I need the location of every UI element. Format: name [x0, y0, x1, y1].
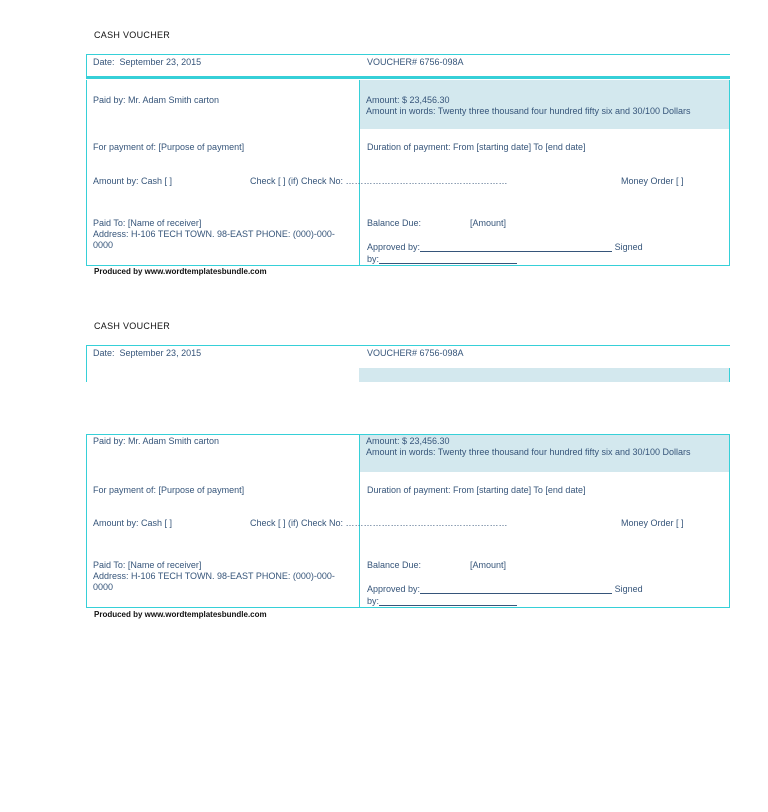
- signed-by: by:: [367, 254, 517, 264]
- divider: [86, 80, 87, 266]
- approved-signature-line[interactable]: [420, 251, 612, 252]
- voucher-title: CASH VOUCHER: [94, 321, 171, 331]
- divider: [729, 80, 730, 266]
- payment-duration: Duration of payment: From [starting date] To [end date]: [367, 142, 586, 152]
- money-order-option: Money Order [ ]: [621, 518, 684, 528]
- date-field: Date: September 23, 2015: [93, 57, 202, 67]
- check-option: Check [ ] (if) Check No: ………………………………………………: [250, 176, 508, 186]
- paid-to: Paid To: [Name of receiver]: [93, 560, 202, 570]
- divider: [86, 434, 87, 608]
- amount-in-words: Amount in words: Twenty three thousand four hundred fifty six and 30/100 Dollars: [366, 447, 691, 457]
- paid-by: Paid by: Mr. Adam Smith carton: [93, 436, 220, 446]
- signed-by: by:: [367, 596, 517, 606]
- divider: [86, 607, 730, 608]
- check-option: Check [ ] (if) Check No: ………………………………………………: [250, 518, 508, 528]
- cash-option: Amount by: Cash [ ]: [93, 518, 173, 528]
- divider: [86, 345, 730, 346]
- footer-credit: Produced by www.wordtemplatesbundle.com: [94, 267, 267, 276]
- signed-by-line[interactable]: [379, 605, 517, 606]
- signed-by-line[interactable]: [379, 263, 517, 264]
- divider: [86, 76, 730, 79]
- amount: Amount: $ 23,456.30: [366, 95, 450, 105]
- money-order-option: Money Order [ ]: [621, 176, 684, 186]
- address: Address: H-106 TECH TOWN. 98-EAST PHONE: (000)-000-0000: [93, 571, 335, 592]
- divider: [359, 80, 360, 266]
- balance-due-value: [Amount]: [470, 560, 507, 570]
- balance-due-label: Balance Due:: [367, 218, 422, 228]
- amount: Amount: $ 23,456.30: [366, 436, 450, 446]
- payment-purpose: For payment of: [Purpose of payment]: [93, 485, 245, 495]
- payment-purpose: For payment of: [Purpose of payment]: [93, 142, 245, 152]
- divider: [86, 345, 87, 382]
- footer-credit: Produced by www.wordtemplatesbundle.com: [94, 610, 267, 619]
- divider: [729, 368, 730, 382]
- divider: [729, 434, 730, 608]
- payment-duration: Duration of payment: From [starting date] To [end date]: [367, 485, 586, 495]
- cash-option: Amount by: Cash [ ]: [93, 176, 173, 186]
- paid-by: Paid by: Mr. Adam Smith carton: [93, 95, 220, 105]
- voucher-number: VOUCHER# 6756-098A: [367, 57, 464, 67]
- balance-due-value: [Amount]: [470, 218, 507, 228]
- header-shade: [359, 368, 730, 382]
- paid-to: Paid To: [Name of receiver]: [93, 218, 202, 228]
- balance-due-label: Balance Due:: [367, 560, 422, 570]
- divider: [86, 54, 730, 55]
- address: Address: H-106 TECH TOWN. 98-EAST PHONE: (000)-000-0000: [93, 229, 335, 250]
- approved-by: Approved by: Signed: [367, 242, 643, 252]
- voucher-title: CASH VOUCHER: [94, 30, 171, 40]
- date-field: Date: September 23, 2015: [93, 348, 202, 358]
- amount-in-words: Amount in words: Twenty three thousand four hundred fifty six and 30/100 Dollars: [366, 106, 691, 116]
- approved-by: Approved by: Signed: [367, 584, 643, 594]
- divider: [86, 265, 730, 266]
- approved-signature-line[interactable]: [420, 593, 612, 594]
- voucher-number: VOUCHER# 6756-098A: [367, 348, 464, 358]
- divider: [86, 54, 87, 78]
